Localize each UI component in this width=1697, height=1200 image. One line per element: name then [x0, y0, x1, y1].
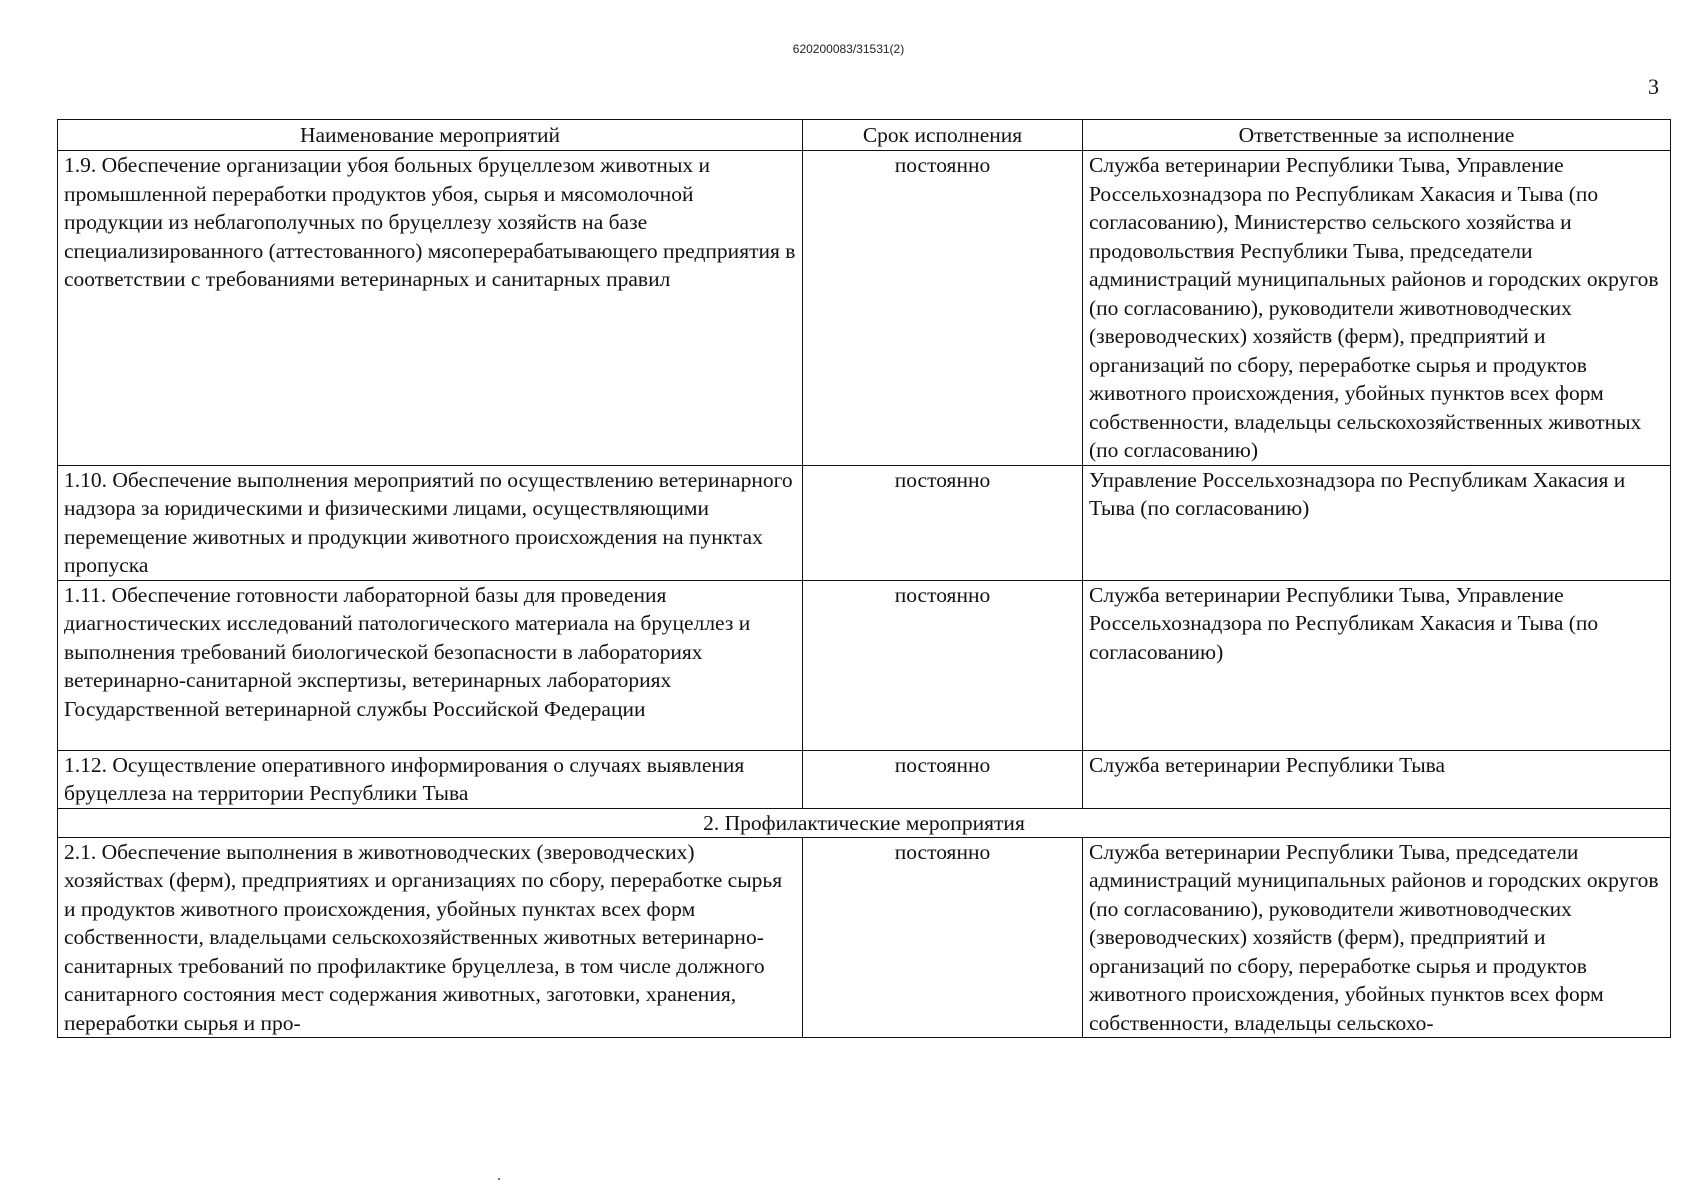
responsible-cell: Служба ветеринарии Республики Тыва, Управление Россельхознадзора по Республикам Хакасия и Тыва (по согласованию), Министерство сельского хозяйства и продовольствия Республики Тыва, председатели администраций муниципальных районов и городских округов (по согласованию), руководители животноводческих (звероводческих) хозяйств (ферм), предприятий и организаций по сбору, переработке сырья и продуктов животного происхождения, убойных пунктов всех форм собственности, владельцы сельскохозяйственных животных (по согласованию) — [1083, 151, 1671, 466]
header-deadline: Срок исполнения — [803, 120, 1083, 151]
header-activity: Наименование мероприятий — [58, 120, 803, 151]
table-row — [58, 580, 1671, 750]
table-row — [58, 750, 1671, 808]
table-header-row — [58, 120, 1671, 151]
responsible-cell: Служба ветеринарии Республики Тыва, председатели администраций муниципальных районов и городских округов (по согласованию), руководители животноводческих (звероводческих) хозяйств (ферм), предприятий и организаций по сбору, переработке сырья и продуктов животного происхождения, убойных пунктов всех форм собственности, владельцы сельскохо- — [1083, 837, 1671, 1038]
document-id: 620200083/31531(2) — [792, 42, 905, 56]
deadline-cell: постоянно — [803, 750, 1083, 808]
table-row — [58, 151, 1671, 466]
table-row — [58, 837, 1671, 1038]
activity-cell: 2.1. Обеспечение выполнения в животноводческих (звероводческих) хозяйствах (ферм), предприятиях и организациях по сбору, переработке сырья и продуктов животного происхождения, убойных пунктах всех форм собственности, владельцами сельскохозяйственных животных ветеринарно-санитарных требований по профилактике бруцеллеза, в том числе должного санитарного состояния мест содержания животных, заготовки, хранения, переработки сырья и про- — [58, 837, 803, 1038]
responsible-cell: Управление Россельхознадзора по Республикам Хакасия и Тыва (по согласованию) — [1083, 465, 1671, 580]
deadline-cell: постоянно — [803, 151, 1083, 466]
activity-cell: 1.9. Обеспечение организации убоя больных бруцеллезом животных и промышленной переработки продуктов убоя, сырья и мясомолочной продукции из неблагополучных по бруцеллезу хозяйств на базе специализированного (аттестованного) мясоперерабатывающего предприятия в соответствии с требованиями ветеринарных и санитарных правил — [58, 151, 803, 466]
activity-cell: 1.11. Обеспечение готовности лабораторной базы для проведения диагностических исследований патологического материала на бруцеллез и выполнения требований биологической безопасности в лабораториях ветеринарно-санитарной экспертизы, ветеринарных лабораториях Государственной ветеринарной службы Российской Федерации — [58, 580, 803, 750]
deadline-cell: постоянно — [803, 837, 1083, 1038]
responsible-cell: Служба ветеринарии Республики Тыва — [1083, 750, 1671, 808]
header-responsible: Ответственные за исполнение — [1083, 120, 1671, 151]
deadline-cell: постоянно — [803, 580, 1083, 750]
page-number: 3 — [1648, 74, 1659, 99]
activities-table — [57, 119, 1671, 1038]
deadline-cell: постоянно — [803, 465, 1083, 580]
activity-cell: 1.10. Обеспечение выполнения мероприятий по осуществлению ветеринарного надзора за юридическими и физическими лицами, осуществляющими перемещение животных и продукции животного происхождения на пунктах пропуска — [58, 465, 803, 580]
section-heading-row — [58, 808, 1671, 837]
section-heading: 2. Профилактические мероприятия — [58, 808, 1671, 837]
activity-cell: 1.12. Осуществление оперативного информирования о случаях выявления бруцеллеза на территории Республики Тыва — [58, 750, 803, 808]
responsible-cell: Служба ветеринарии Республики Тыва, Управление Россельхознадзора по Республикам Хакасия и Тыва (по согласованию) — [1083, 580, 1671, 750]
scan-speck — [498, 1178, 500, 1180]
table-row — [58, 465, 1671, 580]
